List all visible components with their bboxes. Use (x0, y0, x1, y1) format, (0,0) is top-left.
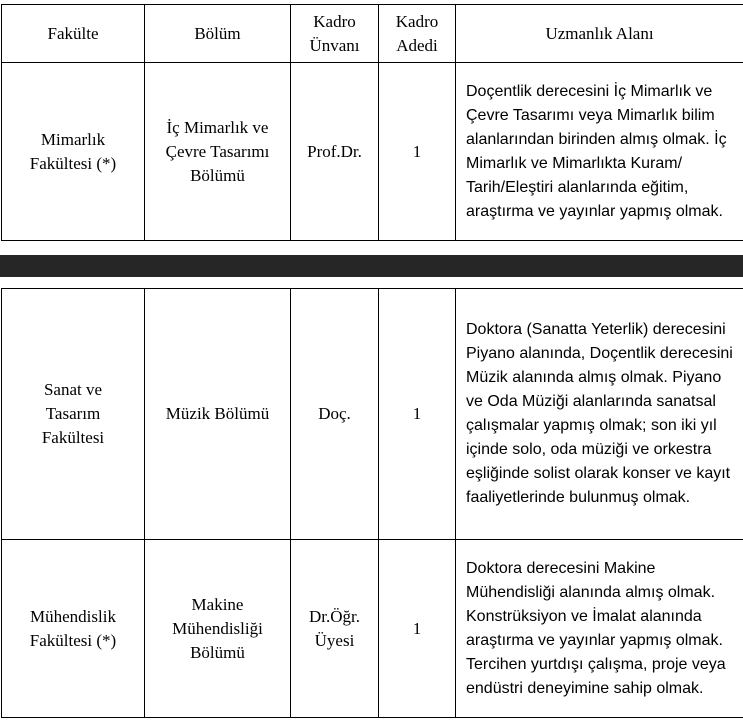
department-line: Makine (191, 594, 244, 614)
department-line: Bölümü (190, 165, 245, 185)
header-title-line2: Ünvanı (309, 35, 360, 55)
faculty-cell (2, 540, 145, 718)
faculty-cell (2, 289, 145, 540)
title-cell: Prof.Dr. (291, 63, 379, 241)
faculty-line: Fakültesi (*) (29, 630, 117, 650)
header-faculty: Fakülte (2, 5, 145, 63)
header-department: Bölüm (145, 5, 291, 63)
header-specialization: Uzmanlık Alanı (456, 5, 743, 63)
department-line: Çevre Tasarımı (165, 141, 270, 161)
count-cell: 1 (379, 289, 456, 540)
header-row (2, 5, 743, 63)
department-line: Mühendisliği (172, 618, 263, 638)
count-cell: 1 (379, 540, 456, 718)
faculty-cell (2, 63, 145, 241)
faculty-line: Mimarlık (40, 129, 106, 149)
faculty-line: Fakültesi (*) (29, 153, 117, 173)
faculty-line: Sanat ve (43, 380, 103, 399)
title-line: Dr.Öğr. (309, 606, 360, 626)
title-cell (291, 540, 379, 718)
department-line: İç Mimarlık ve (166, 117, 269, 137)
header-count-line1: Kadro (395, 11, 439, 31)
department-cell (145, 540, 291, 718)
faculty-line: Tasarım (45, 404, 101, 423)
faculty-line: Mühendislik (30, 606, 116, 626)
table-row (2, 63, 743, 241)
vacancy-table-bottom (1, 288, 743, 718)
table-row (2, 289, 743, 540)
department-cell (145, 63, 291, 241)
header-title-line1: Kadro (313, 11, 356, 31)
specialization-cell: Doktora (Sanatta Yeterlik) derecesini Piyano alanında, Doçentlik derecesini Müzik alanında almış olmak. Piyano ve Oda Müziği alanlarında sanatsal çalışmalar yapmış olmak; son iki yıl içinde solo, oda müziği ve orkestra eşliğinde solist olarak konser ve kayıt faaliyetlerinde bulunmuş olmak. (456, 289, 743, 540)
count-cell: 1 (379, 63, 456, 241)
header-count-line2: Adedi (396, 35, 438, 55)
title-cell: Doç. (291, 289, 379, 540)
specialization-cell: Doktora derecesini Makine Mühendisliği alanında almış olmak. Konstrüksiyon ve İmalat alanında araştırma ve yayınlar yapmış olmak. Tercihen yurtdışı çalışma, proje veya endüstri deneyimine sahip olmak. (456, 540, 743, 718)
specialization-cell: Doçentlik derecesini İç Mimarlık ve Çevre Tasarımı veya Mimarlık bilim alanlarından birinden almış olmak. İç Mimarlık ve Mimarlıkta Kuram/ Tarih/Eleştiri alanlarında eğitim, araştırma ve yayınlar yapmış olmak. (456, 63, 743, 241)
header-count (379, 5, 456, 63)
title-line: Üyesi (314, 630, 355, 650)
department-cell: Müzik Bölümü (145, 289, 291, 540)
page-separator-bar (0, 255, 743, 277)
table-row (2, 540, 743, 718)
faculty-line: Fakültesi (41, 428, 105, 447)
header-title (291, 5, 379, 63)
department-line: Bölümü (190, 642, 245, 662)
vacancy-table-top (1, 4, 743, 241)
